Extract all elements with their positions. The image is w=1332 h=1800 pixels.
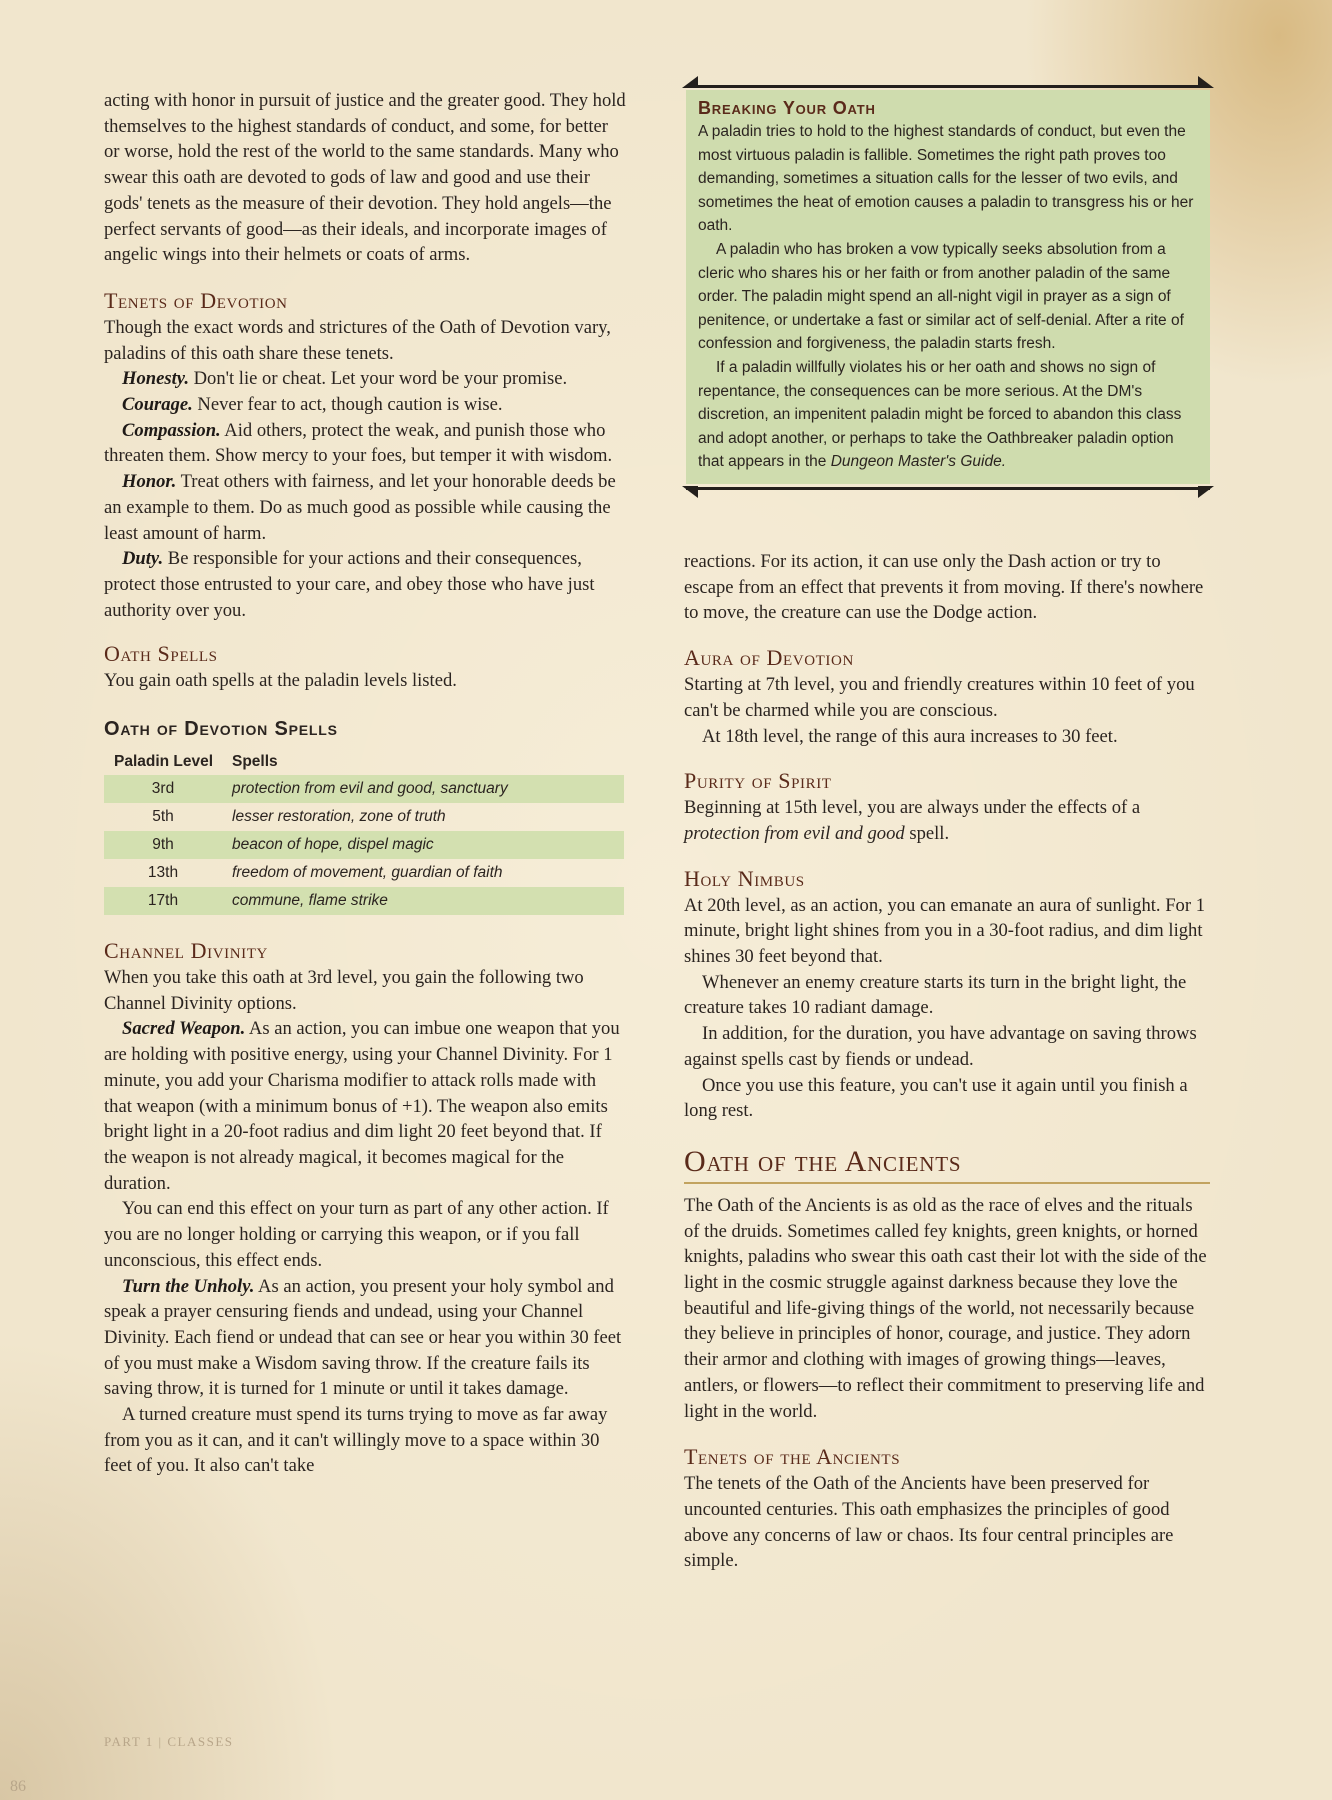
sacred-weapon-paragraph-2: You can end this effect on your turn as part of any other action. If you are no longer holding or carrying this weapon, or if you fall unconscious, this effect ends. xyxy=(104,1198,609,1271)
tenet-honor: Honor. Treat others with fairness, and let your honorable deeds be an example to them. Do as much good as possible while causing the least amount of harm. xyxy=(104,471,616,544)
tenet-duty: Duty. Be responsible for your actions and their consequences, protect those entrusted to your care, and obey those who have just authority over you. xyxy=(104,548,595,621)
spells-cell: freedom of movement, guardian of faith xyxy=(232,863,503,881)
page-number: 86 xyxy=(10,1778,26,1795)
sidebar-paragraph-2: A paladin who has broken a vow typically seeks absolution from a cleric who shares his or her faith or from another paladin of the same order. The paladin might spend an all-night vigil in prayer as a sign of penitence, or undertake a fast or similar act of self-denial. After a rite of confession and forgiveness, the paladin starts fresh. xyxy=(698,240,1184,353)
spells-cell: protection from evil and good, sanctuary xyxy=(222,775,624,803)
tenets-of-devotion-heading: Tenets of Devotion xyxy=(104,287,288,313)
tenet-compassion: Compassion. Aid others, protect the weak, and punish those who threaten them. Show mercy to your foes, but temper it with wisdom. xyxy=(104,419,613,467)
aura-of-devotion-heading: Aura of Devotion xyxy=(684,645,854,671)
turn-unholy-paragraph-2: A turned creature must spend its turns trying to move as far away from you as it can, and it can't willingly move to a space within 30 feet of you. It also can't take xyxy=(104,1404,608,1477)
spells-cell: beacon of hope, dispel magic xyxy=(222,831,624,859)
level-cell: 13th xyxy=(147,863,179,881)
table-row xyxy=(104,887,624,915)
sacred-weapon-paragraph: Sacred Weapon. As an action, you can imbue one weapon that you are holding with positive energy, using your Channel Divinity. For 1 minute, you add your Charisma modifier to attack rolls made with that weapon (with a minimum bonus of +1). The weapon also emits bright light in a 20-foot radius and dim light 20 feet beyond that. If the weapon is not already magical, it becomes magical for the duration. xyxy=(104,1018,620,1194)
table-row xyxy=(104,859,624,887)
nimbus-text-3: In addition, for the duration, you have advantage on saving throws against spells cast by fiends or undead. xyxy=(684,1023,1197,1070)
purity-of-spirit-heading: Purity of Spirit xyxy=(684,768,832,794)
nimbus-text-4: Once you use this feature, you can't use it again until you finish a long rest. xyxy=(684,1074,1188,1122)
sidebar-top-border xyxy=(686,82,1210,90)
channel-intro: When you take this oath at 3rd level, you gain the following two Channel Divinity options. xyxy=(104,967,584,1014)
sidebar-bottom-border xyxy=(686,484,1210,492)
oath-of-the-ancients-heading: Oath of the Ancients xyxy=(684,1144,1210,1184)
sidebar-title: Breaking Your Oath xyxy=(698,98,876,118)
purity-spell-name: protection from evil and good xyxy=(684,822,905,844)
sidebar-body xyxy=(686,90,1210,484)
tenets-intro: Though the exact words and strictures of the Oath of Devotion vary, paladins of this oath share these tenets. xyxy=(104,316,611,364)
level-cell: 5th xyxy=(152,807,174,825)
level-cell: 9th xyxy=(104,831,222,859)
oath-spells-text: You gain oath spells at the paladin levels listed. xyxy=(104,670,457,692)
tenet-honesty: Honesty. Don't lie or cheat. Let your word be your promise. xyxy=(122,368,568,390)
level-cell: 3rd xyxy=(104,775,222,803)
holy-nimbus-heading: Holy Nimbus xyxy=(684,865,805,891)
footer-section-label: PART 1 | CLASSES xyxy=(104,1734,234,1749)
nimbus-text: At 20th level, as an action, you can emanate an aura of sunlight. For 1 minute, bright light shines from you in a 30-foot radius, and dim light shines 30 feet beyond that. xyxy=(684,894,1205,968)
aura-text: Starting at 7th level, you and friendly creatures within 10 feet of you can't be charmed while you are conscious. xyxy=(684,674,1195,721)
aura-text-2: At 18th level, the range of this aura increases to 30 feet. xyxy=(702,725,1118,747)
turn-unholy-paragraph: Turn the Unholy. As an action, you present your holy symbol and speak a prayer censuring fiends and undead, using your Channel Divinity. Each fiend or undead that can see or hear you within 30 feet of you must make a Wisdom saving throw. If the creature fails its saving throw, it is turned for 1 minute or until it takes damage. xyxy=(104,1275,622,1400)
table-row xyxy=(104,803,624,831)
intro-paragraph: acting with honor in pursuit of justice and the greater good. They hold themselves to the highest standards of conduct, and some, for better or worse, hold the rest of the world to the same standards. Many who swear this oath are devoted to gods of law and good and use their gods' tenets as the measure of their devotion. They hold angels—the perfect servants of good—as their ideals, and incorporate images of angelic wings into their helmets or coats of arms. xyxy=(104,90,626,266)
spells-cell: lesser restoration, zone of truth xyxy=(232,807,446,825)
oath-of-devotion-spells-table xyxy=(104,750,624,915)
continued-paragraph: reactions. For its action, it can use only the Dash action or try to escape from an effect that prevents it from moving. If there's nowhere to move, the creature can use the Dodge action. xyxy=(684,551,1204,624)
purity-text: Beginning at 15th level, you are always under the effects of a protection from evil and good spell. xyxy=(684,797,1141,844)
col-header-spells: Spells xyxy=(232,753,278,771)
channel-divinity-heading: Channel Divinity xyxy=(104,938,268,964)
sidebar-paragraph-3: If a paladin willfully violates his or her oath and shows no sign of repentance, the consequences can be more serious. At the DM's discretion, an impenitent paladin might be forced to abandon this class and adopt another, or perhaps to take the Oathbreaker paladin option that appears in the Dungeon Master's Guide. xyxy=(698,358,1182,471)
nimbus-text-2: Whenever an enemy creature starts its turn in the bright light, the creature takes 10 radiant damage. xyxy=(684,971,1187,1019)
spells-cell: commune, flame strike xyxy=(222,887,624,915)
tenets-of-the-ancients-heading: Tenets of the Ancients xyxy=(684,1444,901,1470)
left-column xyxy=(104,0,626,1479)
table-row xyxy=(104,775,624,803)
col-header-level: Paladin Level xyxy=(114,753,214,771)
sidebar-paragraph-1: A paladin tries to hold to the highest standards of conduct, but even the most virtuous paladin is fallible. Sometimes the right path proves too demanding, sometimes a situation calls for the lesser of two evils, and sometimes the heat of emotion causes a paladin to transgress his or her oath. xyxy=(698,123,1194,235)
right-column xyxy=(684,549,1210,1574)
tenet-courage: Courage. Never fear to act, though caution is wise. xyxy=(122,394,503,416)
dmg-book-title: Dungeon Master's Guide. xyxy=(830,453,1006,471)
ancients-text: The Oath of the Ancients is as old as the race of elves and the rituals of the druids. Sometimes called fey knights, green knights, or horned knights, paladins who swear this oath cast their lot with the side of the light in the cosmic struggle against darkness because they love the beautiful and life-giving things of the world, not necessarily because they believe in principles of honor, courage, and justice. They adorn their armor and clothing with images of growing things—leaves, antlers, or flowers—to reflect their commitment to preserving life and light in the world. xyxy=(684,1194,1207,1422)
table-row xyxy=(104,831,624,859)
tenets-ancients-text: The tenets of the Oath of the Ancients have been preserved for uncounted centuries. This oath emphasizes the principles of good above any concerns of law or chaos. Its four central principles are simple. xyxy=(684,1473,1174,1572)
breaking-your-oath-sidebar xyxy=(686,82,1210,492)
table-header-row xyxy=(104,750,624,775)
level-cell: 17th xyxy=(104,887,222,915)
spells-table-title: Oath of Devotion Spells xyxy=(104,718,338,741)
oath-spells-heading: Oath Spells xyxy=(104,641,218,667)
